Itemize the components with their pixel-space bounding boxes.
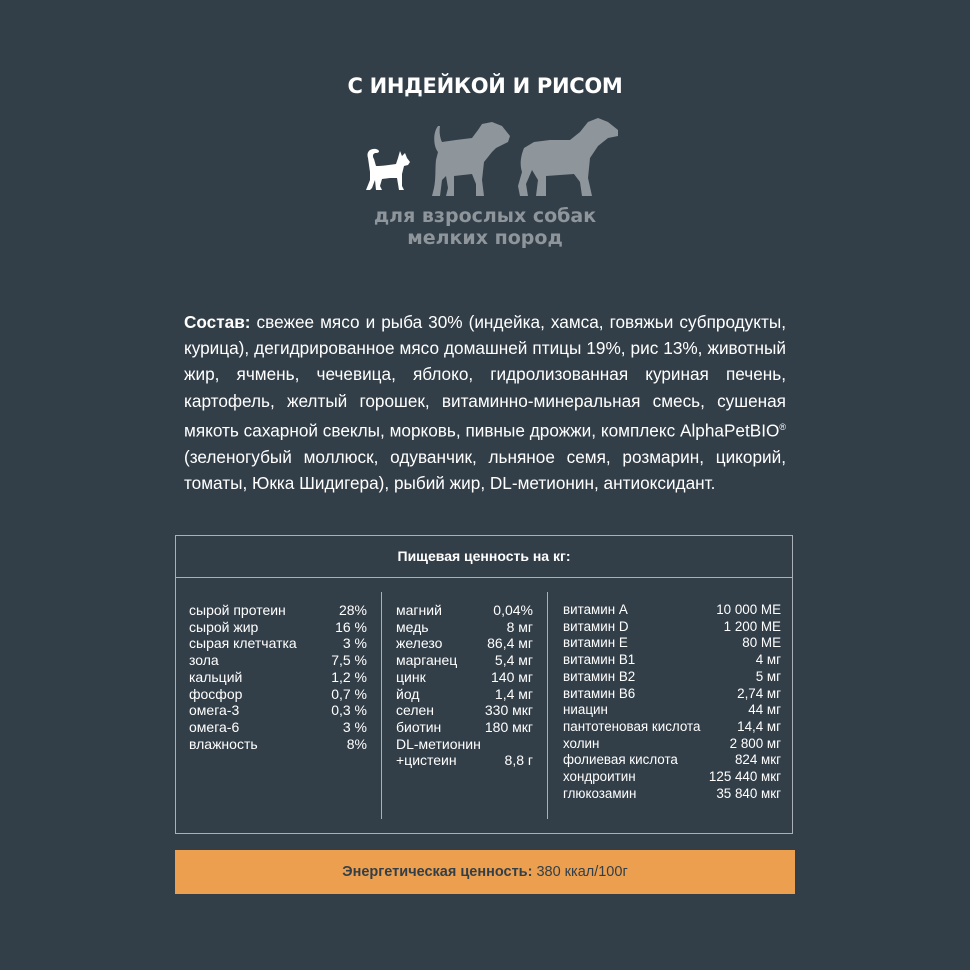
nutrient-row: [563, 719, 781, 736]
nutrient-row: [189, 652, 367, 669]
large-dog-icon: [518, 118, 618, 196]
nutrition-title: Пищевая ценность на кг:: [176, 536, 792, 578]
nutrient-value: 1,2 %: [331, 668, 367, 685]
nutrient-value: 2,74 мг: [737, 685, 781, 701]
nutrient-row: [396, 619, 533, 636]
nutrient-name: марганец: [396, 652, 458, 669]
nutrient-value: 2 800 мг: [729, 735, 781, 751]
nutrient-name: витамин D: [563, 618, 629, 634]
composition-body-2: (зеленогубый моллюск, одуванчик, льняное семя, розмарин, цикорий, томаты, Юкка Шидигера), рыбий жир, DL-метионин, антиоксидант.: [184, 446, 786, 493]
nutrient-row: [189, 736, 367, 753]
nutrient-value: 86,4 мг: [487, 635, 533, 652]
nutrient-row: [396, 669, 533, 686]
small-dog-icon: [366, 149, 410, 190]
composition-body-1: свежее мясо и рыба 30% (индейка, хамса, говяжьи субпродукты, курица), дегидрированное мясо домашней птицы 19%, рис 13%, животный жир, ячмень, чечевица, яблоко, гидролизованная куриная печень, картофель, желтый горошек, витаминно-минеральная смесь, сушеная мякоть сахарной свеклы, морковь, пивные дрожжи, комплекс AlphaPetBIO: [184, 312, 786, 441]
subtitle-line-2: мелких пород: [407, 227, 563, 249]
nutrient-name: фолиевая кислота: [563, 752, 678, 768]
nutrient-value: 7,5 %: [331, 652, 367, 669]
nutrient-row: [563, 702, 781, 719]
target-audience: [0, 205, 970, 249]
nutrient-row: [563, 619, 781, 636]
nutrient-value: 0,7 %: [331, 685, 367, 702]
nutrient-row: [396, 719, 533, 736]
nutrient-value: 8 мг: [506, 618, 533, 635]
medium-dog-icon: [432, 122, 510, 196]
nutrient-name: глюкозамин: [563, 785, 637, 801]
nutrient-row: [396, 602, 533, 619]
nutrient-value: 5 мг: [755, 668, 781, 684]
nutrient-value: 8%: [346, 735, 367, 752]
nutrient-value: 5,4 мг: [494, 652, 533, 669]
nutrient-row: [189, 669, 367, 686]
nutrient-value: 4 мг: [755, 652, 781, 668]
nutrition-column-minerals: [396, 602, 533, 769]
dog-size-icons: [360, 118, 620, 198]
nutrient-value: 3 %: [342, 718, 367, 735]
nutrient-value: 824 мкг: [734, 752, 781, 768]
nutrient-row: [563, 736, 781, 753]
nutrient-row: [563, 602, 781, 619]
nutrient-row: [189, 602, 367, 619]
nutrient-name: железо: [396, 635, 443, 652]
nutrient-row: [396, 635, 533, 652]
nutrient-name: хондроитин: [563, 769, 636, 785]
nutrient-name: +цистеин: [396, 752, 457, 769]
nutrient-value: 28%: [338, 602, 367, 618]
nutrient-row: [563, 686, 781, 703]
nutrient-name: омега-3: [189, 702, 240, 719]
energy-amount: 380 ккал/100г: [532, 864, 628, 880]
nutrient-row: [189, 619, 367, 636]
nutrient-value: 140 мг: [491, 668, 533, 685]
nutrient-name: йод: [396, 685, 420, 702]
nutrient-name: витамин B2: [563, 668, 636, 684]
nutrient-value: 35 840 мкг: [716, 785, 781, 801]
nutrient-name: селен: [396, 702, 435, 719]
nutrient-row: [563, 669, 781, 686]
nutrient-row: [189, 635, 367, 652]
nutrient-value: 8,8 г: [504, 752, 533, 769]
nutrient-value: 10 000 МЕ: [716, 602, 781, 617]
nutrient-name: кальций: [189, 668, 243, 685]
nutrient-name: сырая клетчатка: [189, 635, 297, 652]
nutrition-table: [175, 535, 793, 834]
nutrient-name: медь: [396, 618, 429, 635]
energy-label: Энергетическая ценность:: [342, 864, 533, 880]
nutrient-value: 80 МЕ: [742, 635, 781, 651]
nutrient-value: 180 мкг: [484, 718, 533, 735]
nutrient-name: DL-метионин: [396, 735, 481, 752]
nutrient-name: сырой протеин: [189, 602, 286, 618]
subtitle-line-1: для взрослых собак: [373, 205, 597, 227]
nutrient-name: витамин B6: [563, 685, 636, 701]
nutrient-name: сырой жир: [189, 618, 259, 635]
nutrient-name: омега-6: [189, 718, 240, 735]
nutrient-name: фосфор: [189, 685, 243, 702]
nutrient-name: влажность: [189, 735, 258, 752]
nutrient-row: [396, 652, 533, 669]
nutrient-value: 0,04%: [493, 602, 533, 618]
nutrient-value: 330 мкг: [484, 702, 533, 719]
nutrient-row: [563, 752, 781, 769]
nutrient-row: [189, 702, 367, 719]
column-divider: [547, 592, 548, 819]
nutrient-name: зола: [189, 652, 219, 669]
nutrient-value: 14,4 мг: [737, 718, 781, 734]
composition-label: Состав:: [184, 312, 251, 332]
nutrient-row: [396, 752, 533, 769]
nutrient-row: [396, 686, 533, 703]
registered-mark: ®: [779, 421, 786, 432]
nutrient-name: биотин: [396, 718, 442, 735]
nutrient-row: [563, 786, 781, 803]
nutrient-name: витамин A: [563, 602, 628, 617]
nutrition-column-macros: [189, 602, 367, 752]
nutrient-row: [563, 769, 781, 786]
nutrient-row: [563, 652, 781, 669]
nutrient-name: ниацин: [563, 702, 608, 718]
energy-value-banner: [175, 850, 795, 894]
nutrient-row: [189, 719, 367, 736]
nutrient-value: 1 200 МЕ: [723, 618, 781, 634]
nutrient-name: цинк: [396, 668, 426, 685]
nutrient-value: 125 440 мкг: [708, 769, 781, 785]
nutrient-row: [396, 736, 533, 753]
composition-text: [184, 309, 786, 496]
nutrient-row: [189, 686, 367, 703]
nutrient-row: [563, 635, 781, 652]
column-divider: [381, 592, 382, 819]
nutrient-name: холин: [563, 735, 600, 751]
nutrient-value: 44 мг: [748, 702, 781, 718]
nutrient-value: 3 %: [342, 635, 367, 652]
nutrient-row: [396, 702, 533, 719]
product-title: С ИНДЕЙКОЙ И РИСОМ: [347, 74, 623, 98]
nutrient-name: витамин E: [563, 635, 628, 651]
nutrient-name: витамин B1: [563, 652, 636, 668]
nutrient-value: 1,4 мг: [494, 685, 533, 702]
nutrient-name: магний: [396, 602, 442, 618]
nutrition-column-vitamins: [563, 602, 781, 802]
nutrient-value: 16 %: [335, 618, 367, 635]
nutrient-value: 0,3 %: [331, 702, 367, 719]
nutrient-name: пантотеновая кислота: [563, 718, 701, 734]
